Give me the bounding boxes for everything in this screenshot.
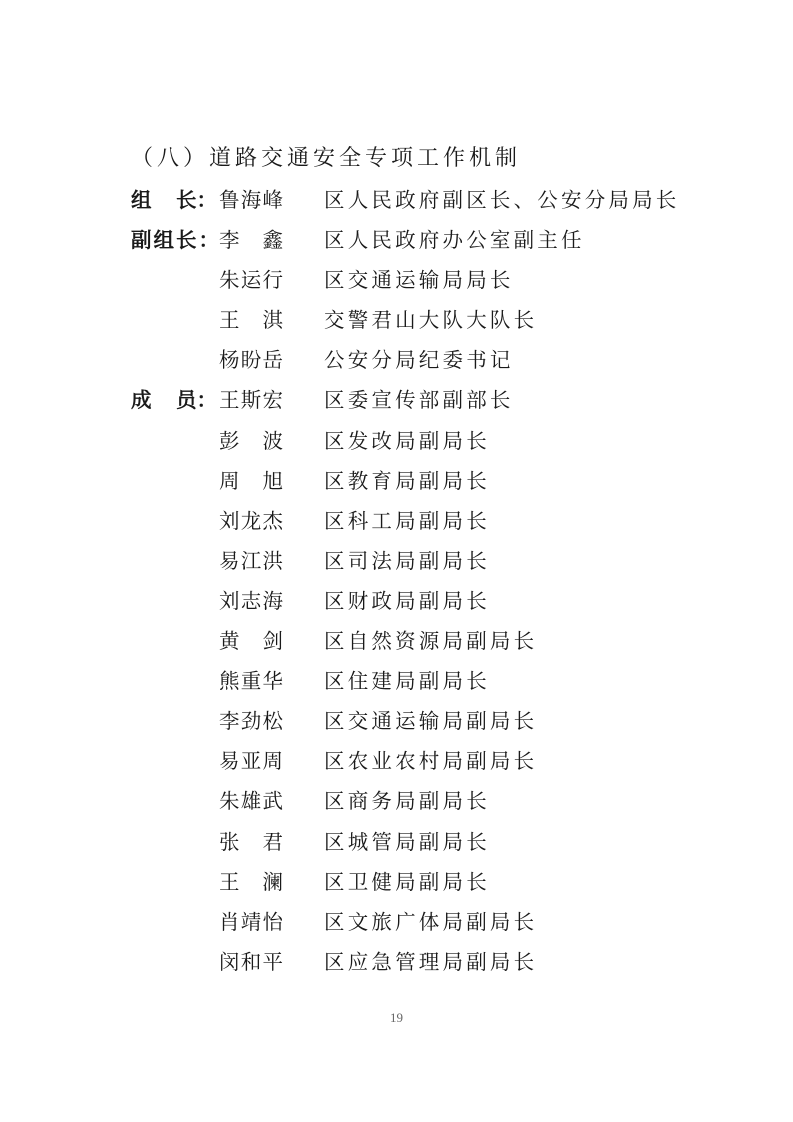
member-row-12 xyxy=(131,625,751,665)
name-char: 澜 xyxy=(262,869,283,894)
name-char: 张 xyxy=(219,829,240,854)
role-label xyxy=(131,384,217,416)
member-name xyxy=(219,745,283,777)
name-char: 志 xyxy=(240,588,262,613)
member-row-7 xyxy=(131,425,751,465)
name-char: 和 xyxy=(240,949,262,974)
name-char: 江 xyxy=(240,548,262,573)
name-char: 杰 xyxy=(262,508,283,533)
role-char: 副组长： xyxy=(131,228,221,253)
member-row-14 xyxy=(131,705,751,745)
member-name xyxy=(219,866,283,898)
member-row-11 xyxy=(131,585,751,625)
member-position: 区财政局副局长 xyxy=(324,588,490,613)
name-char: 鑫 xyxy=(262,228,283,253)
name-char: 宏 xyxy=(262,388,283,413)
member-row-1 xyxy=(131,184,751,224)
name-char: 龙 xyxy=(240,508,262,533)
member-position: 区农业农村局副局长 xyxy=(324,749,538,774)
member-row-4 xyxy=(131,304,751,344)
name-char: 李 xyxy=(219,228,240,253)
member-position: 区卫健局副局长 xyxy=(324,869,490,894)
name-char: 肖 xyxy=(219,909,240,934)
member-position: 区交通运输局局长 xyxy=(324,268,514,293)
member-position: 公安分局纪委书记 xyxy=(324,348,514,373)
member-position: 区应急管理局副局长 xyxy=(324,949,538,974)
name-char: 雄 xyxy=(240,789,262,814)
member-name xyxy=(219,585,283,617)
role-char: 员： xyxy=(176,388,217,413)
name-char: 峰 xyxy=(262,188,283,212)
member-row-3 xyxy=(131,264,751,304)
member-position: 区司法局副局长 xyxy=(324,548,490,573)
name-char: 杨 xyxy=(219,348,240,373)
member-name xyxy=(219,785,283,817)
role-label xyxy=(131,224,221,256)
member-name xyxy=(219,224,283,256)
name-char: 岳 xyxy=(262,348,283,373)
member-position: 区委宣传部副部长 xyxy=(324,388,514,413)
name-char: 海 xyxy=(240,188,262,212)
name-char: 黄 xyxy=(219,629,240,654)
role-label xyxy=(131,184,217,216)
member-name xyxy=(219,705,283,737)
member-name xyxy=(219,304,283,336)
member-name xyxy=(219,906,283,938)
name-char: 彭 xyxy=(219,428,240,453)
name-char: 运 xyxy=(240,268,262,293)
name-char: 靖 xyxy=(240,909,262,934)
name-char: 海 xyxy=(262,588,283,613)
member-list xyxy=(131,184,751,986)
member-row-20 xyxy=(131,946,751,986)
name-char: 重 xyxy=(240,669,262,694)
member-position: 区教育局副局长 xyxy=(324,468,490,493)
name-char: 松 xyxy=(262,709,283,734)
member-row-8 xyxy=(131,465,751,505)
name-char: 周 xyxy=(219,468,240,493)
member-position: 区自然资源局副局长 xyxy=(324,629,538,654)
name-char: 李 xyxy=(219,709,240,734)
member-row-13 xyxy=(131,665,751,705)
member-position: 区交通运输局副局长 xyxy=(324,709,538,734)
member-row-15 xyxy=(131,745,751,785)
role-char: 组 xyxy=(131,188,152,212)
member-name xyxy=(219,665,283,697)
name-char: 怡 xyxy=(262,909,283,934)
section-title: （八）道路交通安全专项工作机制 xyxy=(131,146,522,171)
member-row-2 xyxy=(131,224,751,264)
member-name xyxy=(219,625,283,657)
name-char: 周 xyxy=(262,749,283,774)
member-name xyxy=(219,465,283,497)
name-char: 洪 xyxy=(262,548,283,573)
member-row-5 xyxy=(131,344,751,384)
role-char: 成 xyxy=(131,388,152,413)
member-position: 区文旅广体局副局长 xyxy=(324,909,538,934)
member-name xyxy=(219,184,283,216)
member-name xyxy=(219,545,283,577)
name-char: 君 xyxy=(262,829,283,854)
member-row-10 xyxy=(131,545,751,585)
name-char: 熊 xyxy=(219,669,240,694)
name-char: 盼 xyxy=(240,348,262,373)
member-position: 区科工局副局长 xyxy=(324,508,490,533)
name-char: 鲁 xyxy=(219,188,240,212)
member-row-9 xyxy=(131,505,751,545)
member-name xyxy=(219,425,283,457)
member-position: 区城管局副局长 xyxy=(324,829,490,854)
name-char: 劲 xyxy=(240,709,262,734)
name-char: 王 xyxy=(219,308,240,333)
member-position: 区人民政府办公室副主任 xyxy=(324,228,585,253)
name-char: 王 xyxy=(219,869,240,894)
page-number: 19 xyxy=(390,1010,403,1025)
name-char: 刘 xyxy=(219,588,240,613)
member-position: 区商务局副局长 xyxy=(324,789,490,814)
name-char: 剑 xyxy=(262,629,283,654)
name-char: 易 xyxy=(219,749,240,774)
member-name xyxy=(219,384,283,416)
name-char: 王 xyxy=(219,388,240,413)
role-char: 长： xyxy=(176,188,217,212)
member-name xyxy=(219,344,283,376)
name-char: 华 xyxy=(262,669,283,694)
member-name xyxy=(219,505,283,537)
name-char: 平 xyxy=(262,949,283,974)
member-position: 区住建局副局长 xyxy=(324,669,490,694)
member-position: 区发改局副局长 xyxy=(324,428,490,453)
member-name xyxy=(219,264,283,296)
member-row-17 xyxy=(131,826,751,866)
name-char: 刘 xyxy=(219,508,240,533)
name-char: 武 xyxy=(262,789,283,814)
name-char: 闵 xyxy=(219,949,240,974)
member-row-16 xyxy=(131,785,751,825)
member-position: 交警君山大队大队长 xyxy=(324,308,538,333)
name-char: 波 xyxy=(262,428,283,453)
member-position: 区人民政府副区长、公安分局局长 xyxy=(324,188,680,212)
member-name xyxy=(219,826,283,858)
name-char: 亚 xyxy=(240,749,262,774)
member-name xyxy=(219,946,283,978)
name-char: 旭 xyxy=(262,468,283,493)
member-row-19 xyxy=(131,906,751,946)
name-char: 朱 xyxy=(219,789,240,814)
name-char: 朱 xyxy=(219,268,240,293)
member-row-18 xyxy=(131,866,751,906)
name-char: 易 xyxy=(219,548,240,573)
name-char: 淇 xyxy=(262,308,283,333)
name-char: 斯 xyxy=(240,388,262,413)
member-row-6 xyxy=(131,384,751,424)
name-char: 行 xyxy=(262,268,283,293)
